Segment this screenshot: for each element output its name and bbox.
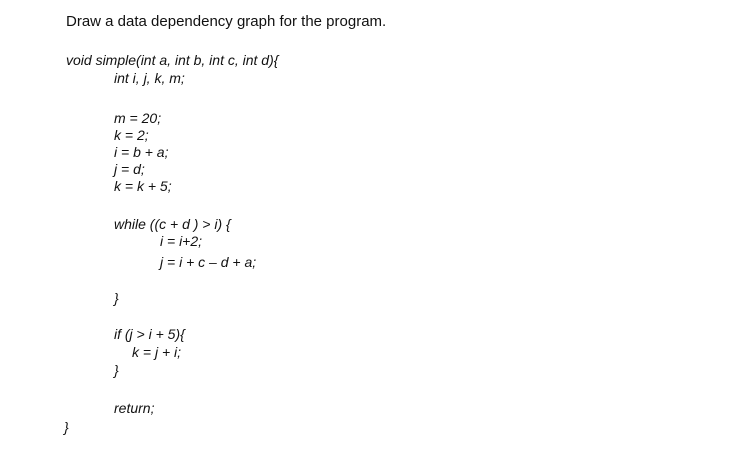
while-body-update-i: i = i+2;	[160, 233, 203, 249]
if-header: if (j > i + 5){	[114, 326, 185, 342]
statement-assign-k: k = 2;	[114, 127, 149, 143]
statement-assign-j: j = d;	[114, 161, 145, 177]
statement-update-k: k = k + 5;	[114, 178, 172, 194]
variable-declaration: int i, j, k, m;	[114, 70, 185, 86]
statement-assign-i: i = b + a;	[114, 144, 169, 160]
statement-assign-m: m = 20;	[114, 110, 162, 126]
return-statement: return;	[114, 400, 155, 416]
while-header: while ((c + d ) > i) {	[114, 216, 231, 232]
if-close-brace: }	[114, 362, 119, 378]
while-body-update-j: j = i + c – d + a;	[160, 254, 257, 270]
if-body-assign-k: k = j + i;	[132, 344, 182, 360]
question-text: Draw a data dependency graph for the program.	[66, 13, 387, 30]
function-close-brace: }	[64, 419, 69, 435]
function-signature: void simple(int a, int b, int c, int d){	[66, 52, 279, 68]
while-close-brace: }	[114, 290, 119, 306]
